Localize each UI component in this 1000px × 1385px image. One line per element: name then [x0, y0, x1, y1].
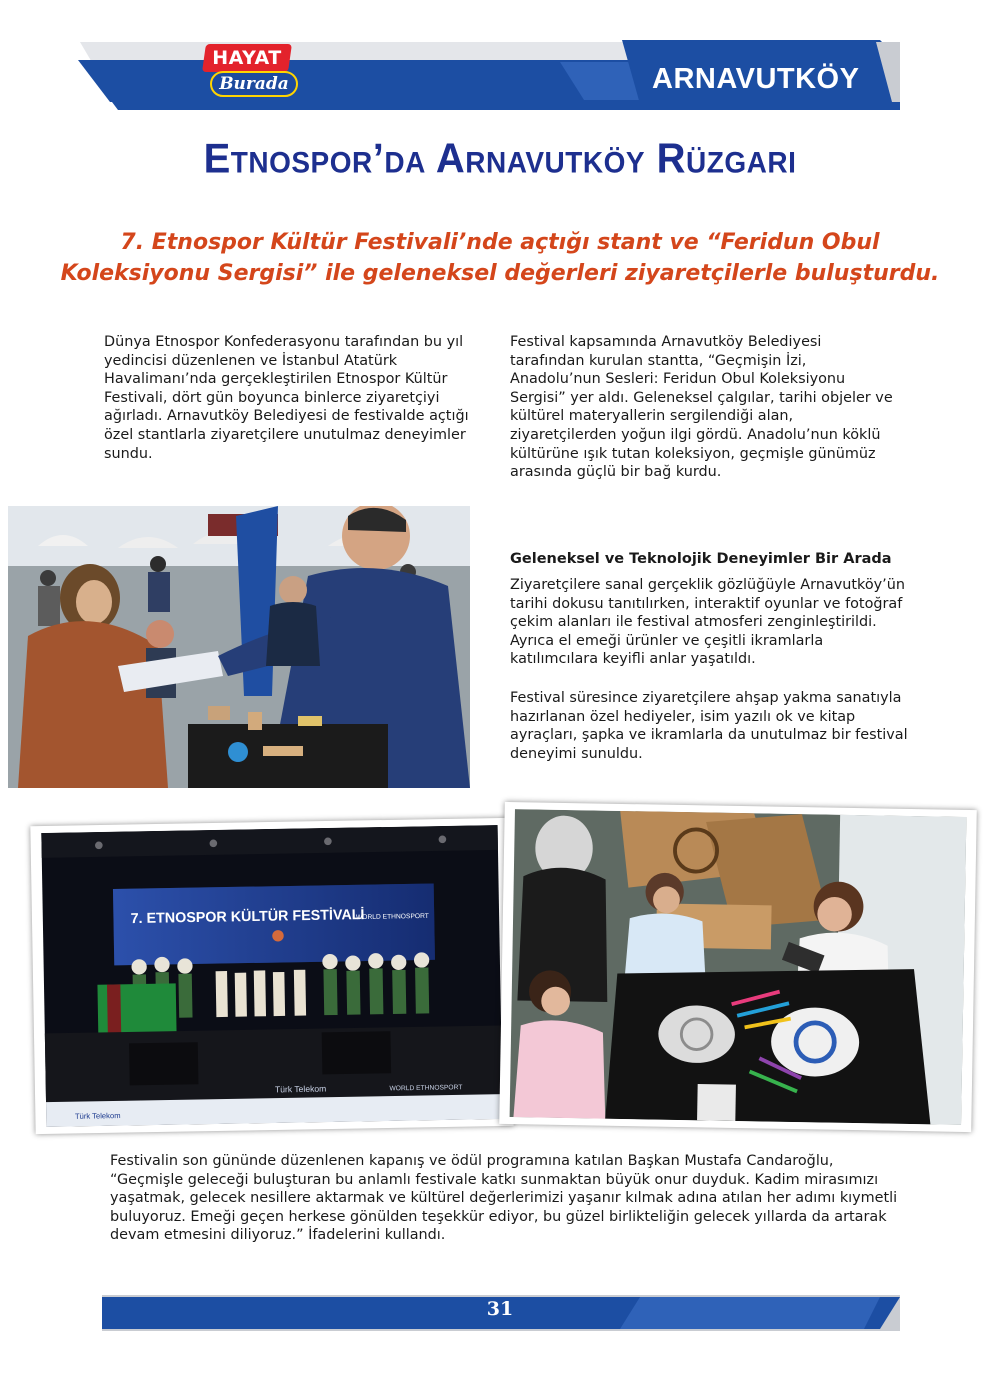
stage-sponsor-1: Türk Telekom [74, 1111, 121, 1121]
stage-screen-title: 7. ETNOSPOR KÜLTÜR FESTİVALİ [130, 907, 365, 928]
logo-top-text: HAYAT [212, 47, 282, 69]
stage-sponsor-3: Türk Telekom [274, 1083, 327, 1095]
stage-sponsor-2: WORLD ETHNOSPORT [389, 1084, 463, 1093]
craft-table-photo [499, 802, 977, 1132]
section-paragraph-1: Ziyaretçilere sanal gerçeklik gözlüğüyle Arnavutköy’ün tarihi dokusu tanıtılırken, interaktif oyunlar ve fotoğraf çekim alanları ile festival atmosferi zenginleştirildi. Ayrıca el emeği ürünler ve çeşitli ikramlarla katılımcılara keyifli anlar yaşatıldı. [510, 577, 905, 668]
intro-right-paragraph: Festival kapsamında Arnavutköy Belediyesi tarafından kurulan stantta, “Geçmişin İzi, Anadolu’nun Sesleri: Feridun Obul Koleksiyonu Sergisi” yer aldı. Geleneksel çalgılar, tarihi objeler ve kültürel materyallerin sergilendiği alan, ziyaretçilerden yoğun ilgi gördü. Anadolu’nun köklü kültürüne ışık tutan koleksiyon, geçmişle günümüz arasında güçlü bir bağ kurdu. [510, 334, 893, 481]
section-heading: Geleneksel ve Teknolojik Deneyimler Bir Arada [510, 551, 892, 567]
stage-screen-logo: WORLD ETHNOSPORT [355, 912, 429, 922]
hayat-burada-logo [196, 44, 308, 102]
article-title: Etnospor’da Arnavutköy Rüzgarı [203, 135, 797, 183]
stand-photo [8, 506, 470, 788]
section-paragraph-2: Festival süresince ziyaretçilere ahşap yakma sanatıyla hazırlanan özel hediyeler, isim yazılı ok ve kitap ayraçları, şapka ve ikramlarla da unutulmaz bir festival deneyimi sunuldu. [510, 690, 908, 762]
section-name: ARNAVUTKÖY [652, 63, 860, 95]
article-subtitle: 7. Etnospor Kültür Festivali’nde açtığı stant ve “Feridun Obul Koleksiyonu Sergisi” ile geleneksel değerleri ziyaretçilerle buluşturdu. [60, 230, 940, 286]
page-number: 31 [486, 1298, 514, 1320]
closing-paragraph: Festivalin son gününde düzenlenen kapanış ve ödül programına katılan Başkan Mustafa Candaroğlu, “Geçmişle geleceği buluşturan bu anlamlı festivale katkı sunmaktan büyük onur duyduk. Kadim mirasımızı yaşatmak, gelecek nesillere aktarmak ve kültürel değerlerimizi yaşanır kılmak adına atılan her adımı kıymetli buluyoruz. Emeği geçen herkese gönülden teşekkür ediyor, bu güzel birlikteliğin gelecek yıllarda da artarak devam etmesini diliyoruz.” İfadelerini kullandı. [110, 1153, 898, 1244]
logo-bottom-text: Burada [219, 74, 289, 94]
stage-photo [30, 818, 513, 1134]
intro-left-paragraph: Dünya Etnospor Konfederasyonu tarafından bu yıl yedincisi düzenlenen ve İstanbul Atatürk Havalimanı’nda gerçekleştirilen Etnospor Kültür Festivali, dört gün boyunca binlerce ziyaretçiyi ağırladı. Arnavutköy Belediyesi de festivalde açtığı özel stantlarla ziyaretçilere unutulmaz deneyimler sundu. [104, 334, 469, 462]
